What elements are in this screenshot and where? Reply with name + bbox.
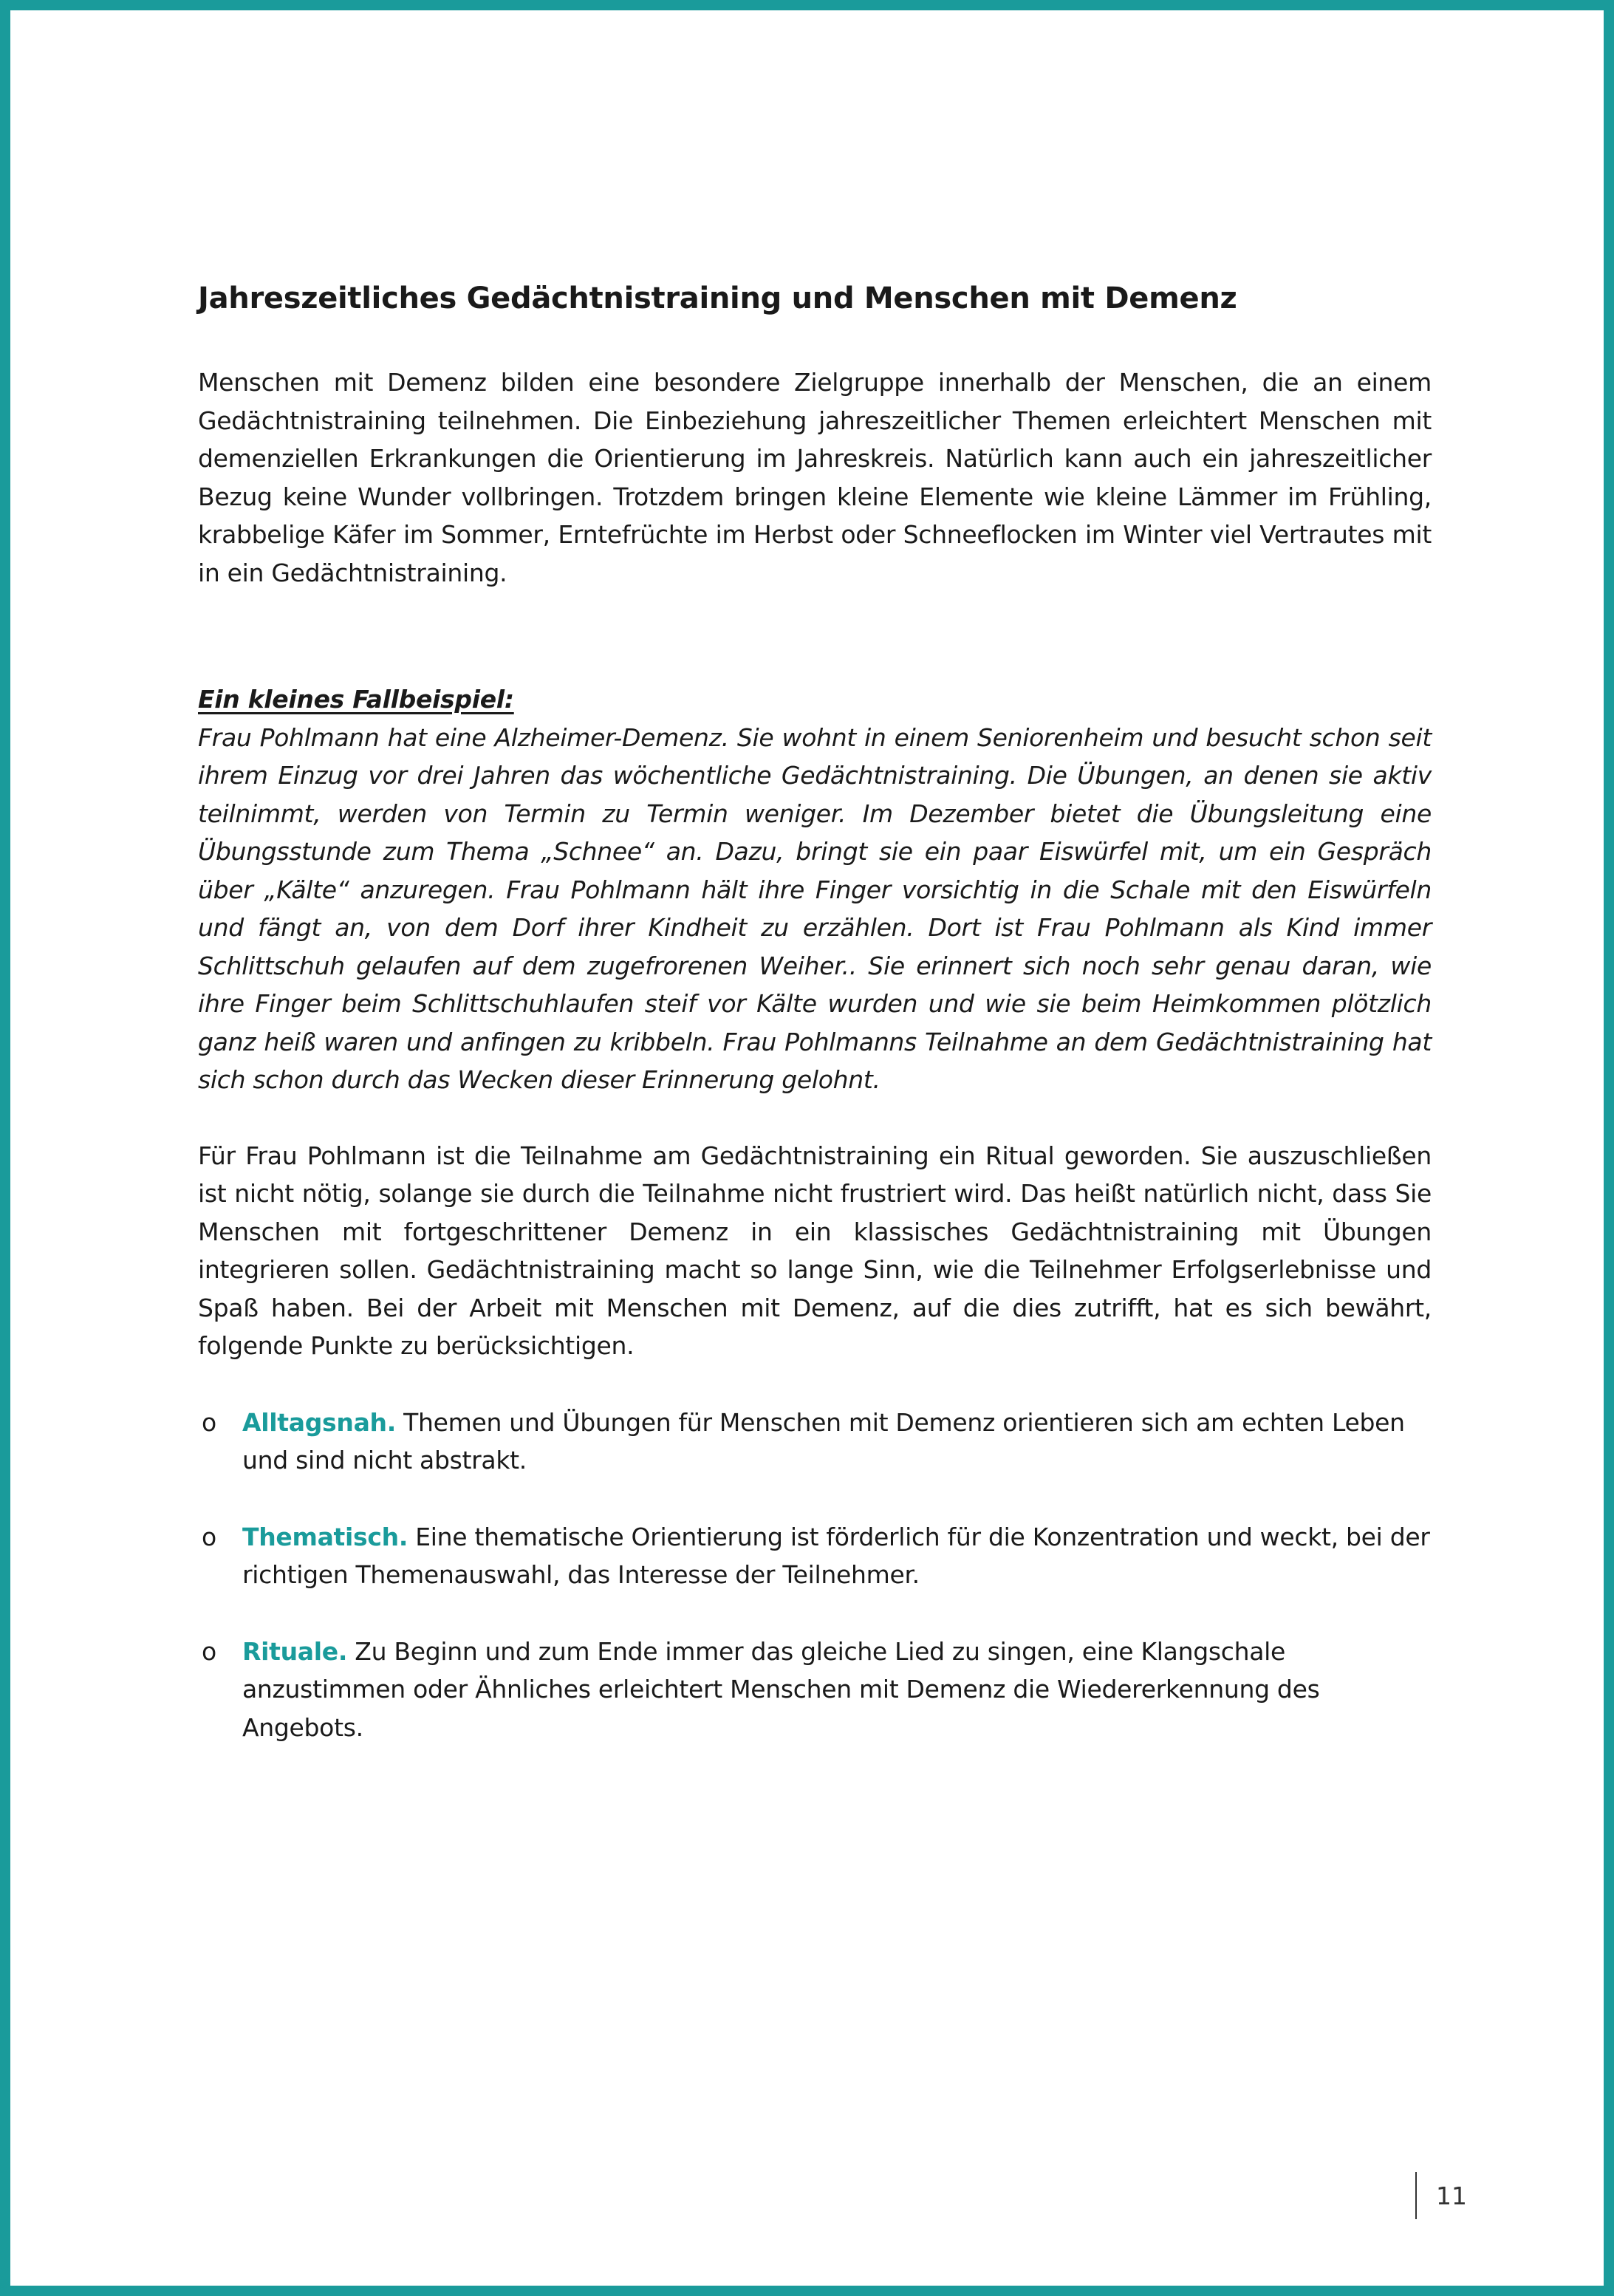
case-example-body: Frau Pohlmann hat eine Alzheimer-Demenz. Sie wohnt in einem Seniorenheim und besucht schon seit ihrem Einzug vor drei Jahren das wöchentliche Gedächtnistraining. Die Übungen, an denen sie aktiv teilnimmt, werden von Termin zu Termin weniger. Im Dezember bietet die Übungsleitung eine Übungsstunde zum Thema „Schnee“ an. Dazu, bringt sie ein paar Eiswürfel mit, um ein Gespräch über „Kälte“ anzuregen. Frau Pohlmann hält ihre Finger vorsichtig in die Schale mit den Eiswürfeln und fängt an, von dem Dorf ihrer Kindheit zu erzählen. Dort ist Frau Pohlmann als Kind immer Schlittschuh gelaufen auf dem zugefrorenen Weiher.. Sie erinnert sich noch sehr genau daran, wie ihre Finger beim Schlittschuhlaufen steif vor Kälte wurden und wie sie beim Heimkommen plötzlich ganz heiß waren und anfingen zu kribbeln. Frau Pohlmanns Teilnahme an dem Gedächtnistraining hat sich schon durch das Wecken dieser Erinnerung gelohnt. — [198, 722, 1432, 1094]
case-example-title: Ein kleines Fallbeispiel: — [198, 685, 514, 714]
bullet-marker: o — [202, 1636, 216, 1666]
list-item — [198, 1633, 1432, 1747]
page-content — [198, 278, 1432, 1785]
bullet-text: Themen und Übungen für Menschen mit Demenz orientieren sich am echten Leben und sind nicht abstrakt. — [242, 1407, 1405, 1475]
bullet-lead: Thematisch. — [242, 1522, 408, 1551]
page-number: 11 — [1436, 2181, 1467, 2210]
page-number-divider — [1415, 2172, 1417, 2219]
page-number-block — [1415, 2172, 1467, 2219]
outro-paragraph: Für Frau Pohlmann ist die Teilnahme am Gedächtnistraining ein Ritual geworden. Sie auszuschließen ist nicht nötig, solange sie durch die Teilnahme nicht frustriert wird. Das heißt natürlich nicht, dass Sie Menschen mit fortgeschrittener Demenz in ein klassisches Gedächtnistraining mit Übungen integrieren sollen. Gedächtnistraining macht so lange Sinn, wie die Teilnehmer Erfolgserlebnisse und Spaß haben. Bei der Arbeit mit Menschen mit Demenz, auf die dies zutrifft, hat es sich bewährt, folgende Punkte zu berücksichtigen. — [198, 1141, 1432, 1360]
bullet-text: Zu Beginn und zum Ende immer das gleiche Lied zu singen, eine Klangschale anzustimmen oder Ähnliches erleichtert Menschen mit Demenz die Wiedererkennung des Angebots. — [242, 1636, 1320, 1742]
bullet-lead: Alltagsnah. — [242, 1407, 396, 1437]
intro-paragraph: Menschen mit Demenz bilden eine besondere Zielgruppe innerhalb der Menschen, die an einem Gedächtnistraining teilnehmen. Die Einbeziehung jahreszeitlicher Themen erleichtert Menschen mit demenziellen Erkrankungen die Orientierung im Jahreskreis. Natürlich kann auch ein jahreszeitlicher Bezug keine Wunder vollbringen. Trotzdem bringen kleine Elemente wie kleine Lämmer im Frühling, krabbelige Käfer im Sommer, Erntefrüchte im Herbst oder Schneeflocken im Winter viel Vertrautes mit in ein Gedächtnistraining. — [198, 368, 1432, 587]
bullet-list — [198, 1404, 1432, 1747]
list-item — [198, 1518, 1432, 1594]
bullet-lead: Rituale. — [242, 1636, 348, 1666]
bullet-text: Eine thematische Orientierung ist förderlich für die Konzentration und weckt, bei der richtigen Themenauswahl, das Interesse der Teilnehmer. — [242, 1522, 1430, 1589]
bullet-marker: o — [202, 1522, 216, 1551]
page-title: Jahreszeitliches Gedächtnistraining und Menschen mit Demenz — [198, 281, 1237, 315]
bullet-marker: o — [202, 1407, 216, 1437]
list-item — [198, 1404, 1432, 1480]
